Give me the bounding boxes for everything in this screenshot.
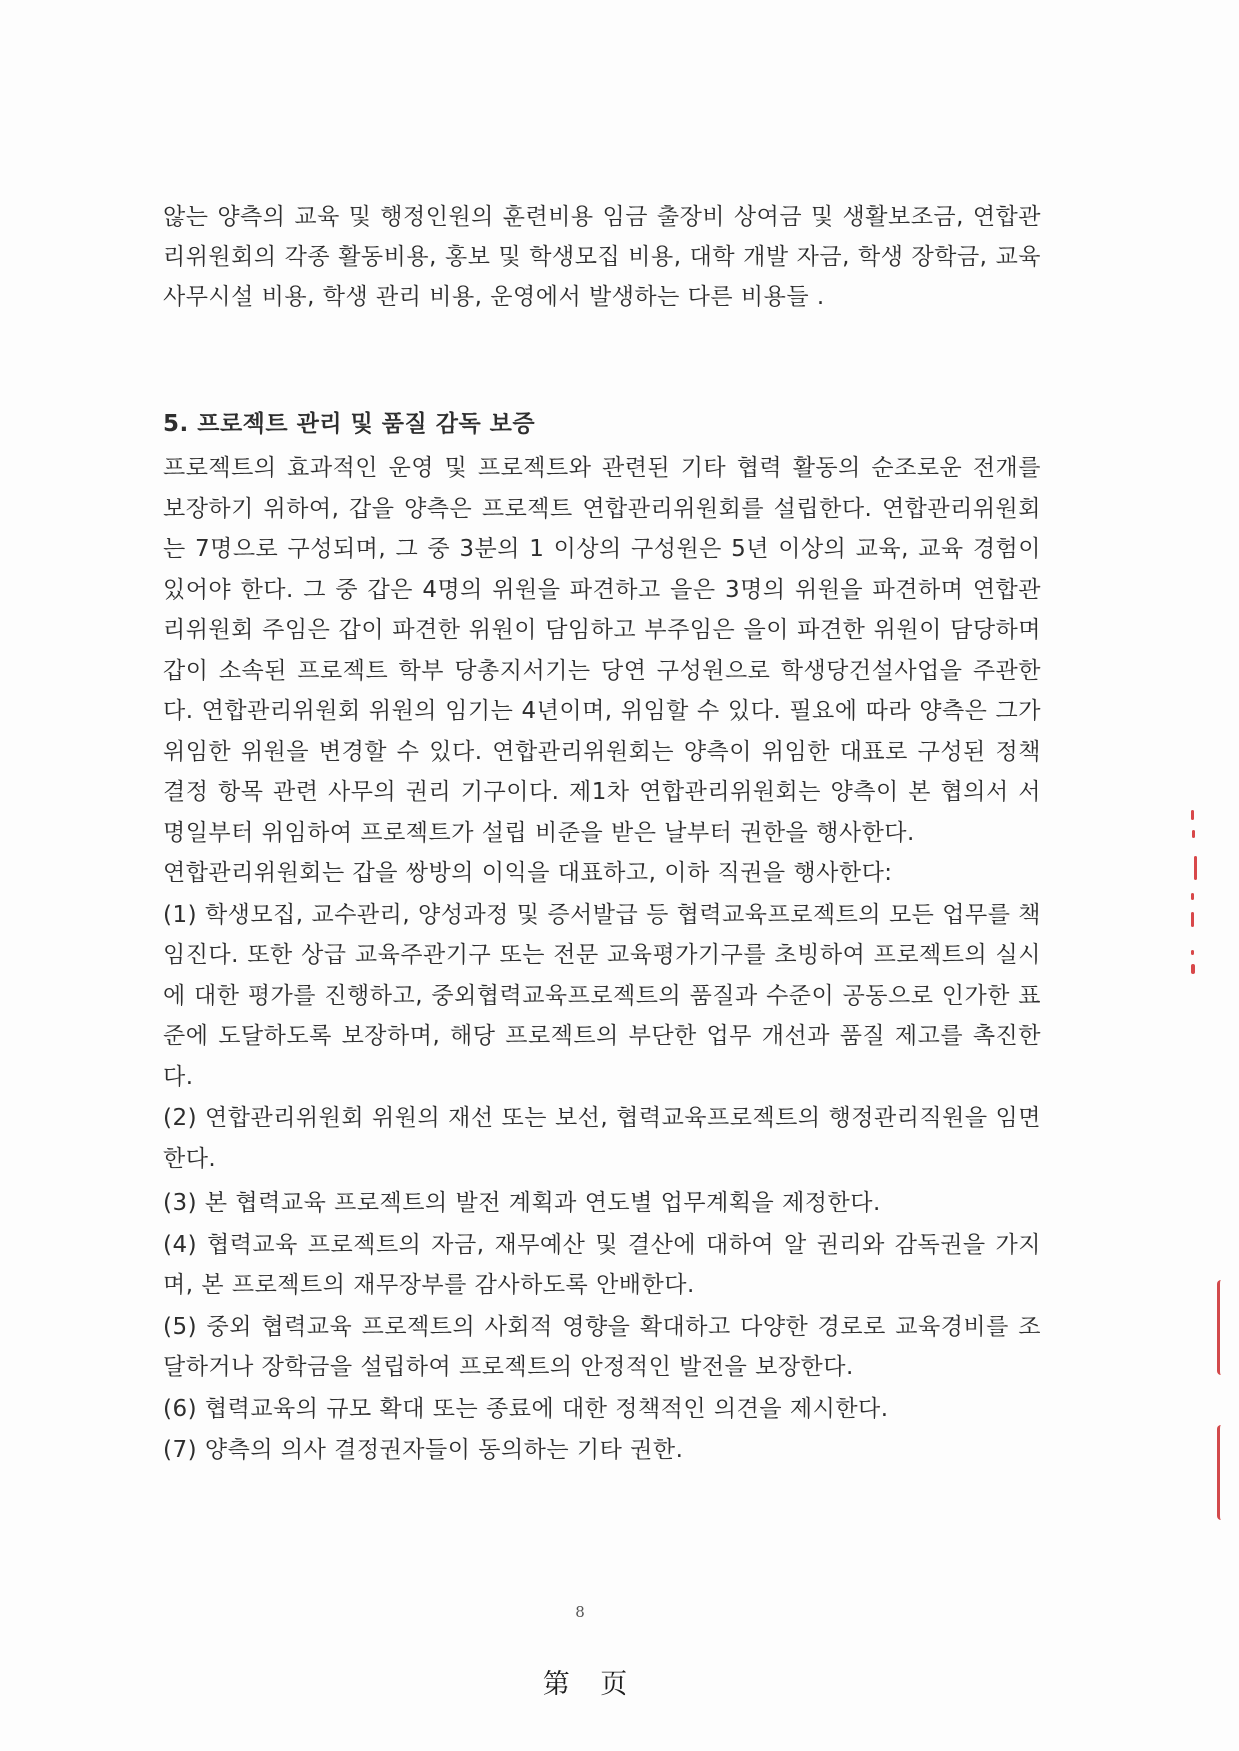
duty-item-5: (5) 중외 협력교육 프로젝트의 사회적 영향을 확대하고 다양한 경로로 교육경비를 조달하거나 장학금을 설립하여 프로젝트의 안정적인 발전을 보장한다.: [163, 1313, 1041, 1380]
duty-item-1: (1) 학생모집, 교수관리, 양성과정 및 증서발급 등 협력교육프로젝트의 모든 업무를 책임진다. 또한 상급 교육주관기구 또는 전문 교육평가기구를 초빙하여 프로젝트의 실시에 대한 평가를 진행하고, 중외협력교육프로젝트의 품질과 수준이 공동으로 인가한 표준에 도달하도록 보장하며, 해당 프로젝트의 부단한 업무 개선과 품질 제고를 촉진한다.: [163, 901, 1041, 1090]
seal-mark: [1191, 893, 1194, 900]
duty-item-3: (3) 본 협력교육 프로젝트의 발전 계획과 연도별 업무계획을 제정한다.: [163, 1190, 881, 1216]
duty-item-6: (6) 협력교육의 규모 확대 또는 종료에 대한 정책적인 의견을 제시한다.: [163, 1395, 889, 1422]
seal-edge-arc: [1217, 1425, 1228, 1520]
footer-label: 第 页: [542, 1669, 628, 1700]
seal-mark: [1191, 950, 1194, 955]
seal-mark: [1191, 964, 1195, 974]
section-body-block: [163, 448, 1041, 1471]
duty-item-4: (4) 협력교육 프로젝트의 자금, 재무예산 및 결산에 대하여 알 권리와 감독권을 가지며, 본 프로젝트의 재무장부를 감사하도록 안배한다.: [163, 1231, 1041, 1298]
page-number: 8: [575, 1603, 585, 1621]
seal-mark: [1191, 912, 1194, 927]
duties-intro: 연합관리위원회는 갑을 쌍방의 이익을 대표하고, 이하 직권을 행사한다:: [163, 860, 893, 886]
duty-item-2: (2) 연합관리위원회 위원의 재선 또는 보선, 협력교육프로젝트의 행정관리직원을 임면한다.: [163, 1105, 1041, 1172]
seal-mark: [1191, 810, 1194, 820]
section-heading: 5. 프로젝트 관리 및 품질 감독 보증: [163, 411, 536, 437]
seal-mark: [1192, 830, 1195, 838]
intro-paragraph-block: [163, 197, 1041, 317]
duty-item-7: (7) 양측의 의사 결정권자들이 동의하는 기타 권한.: [163, 1437, 684, 1463]
section-body-paragraph: 프로젝트의 효과적인 운영 및 프로젝트와 관련된 기타 협력 활동의 순조로운 전개를 보장하기 위하여, 갑을 양측은 프로젝트 연합관리위원회를 설립한다. 연합관리위원회는 7명으로 구성되며, 그 중 3분의 1 이상의 구성원은 5년 이상의 교육, 교육 경험이 있어야 한다. 그 중 갑은 4명의 위원을 파견하고 을은 3명의 위원을 파견하며 연합관리위원회 주임은 갑이 파견한 위원이 담임하고 부주임은 을이 파견한 위원이 담당하며 갑이 소속된 프로젝트 학부 당총지서기는 당연 구성원으로 학생당건설사업을 주관한다. 연합관리위원회 위원의 임기는 4년이며, 위임할 수 있다. 필요에 따라 양측은 그가 위임한 위원을 변경할 수 있다. 연합관리위원회는 양측이 위임한 대표로 구성된 정책 결정 항목 관련 사무의 권리 기구이다. 제1차 연합관리위원회는 양측이 본 협의서 서명일부터 위임하여 프로젝트가 설립 비준을 받은 날부터 권한을 행사한다.: [163, 455, 1041, 846]
seal-mark: [1194, 856, 1197, 880]
intro-paragraph: 않는 양측의 교육 및 행정인원의 훈련비용 임금 출장비 상여금 및 생활보조금, 연합관리위원회의 각종 활동비용, 홍보 및 학생모집 비용, 대학 개발 자금, 학생 장학금, 교육사무시설 비용, 학생 관리 비용, 운영에서 발생하는 다른 비용들 .: [163, 204, 1041, 310]
seal-edge-arc: [1217, 1280, 1228, 1375]
